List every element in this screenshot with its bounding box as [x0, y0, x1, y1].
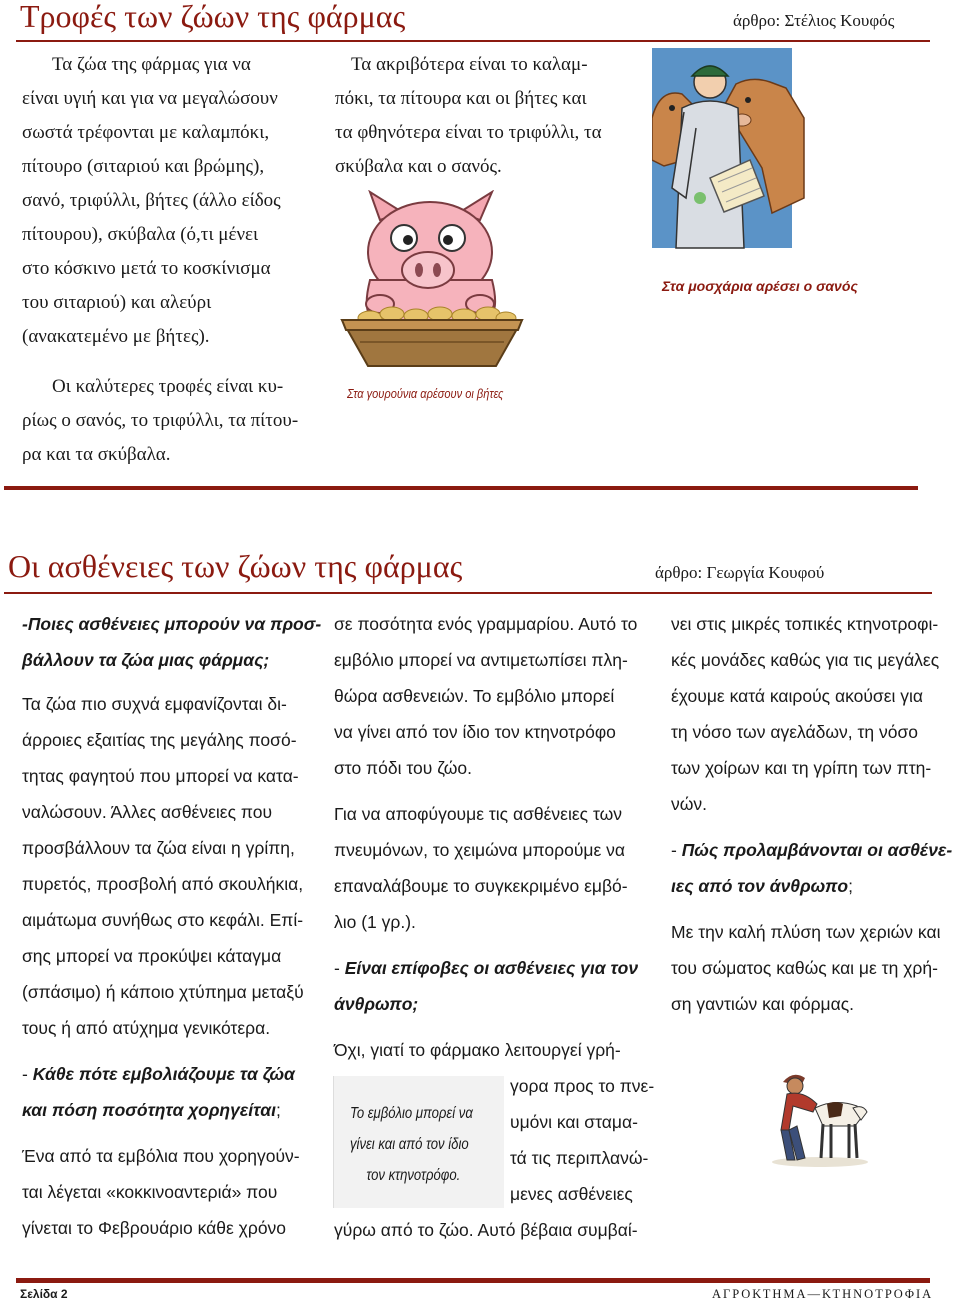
question-heading: - Πώς προλαμβάνονται οι ασθένε- ιες από τον άνθρωπο; [671, 840, 953, 896]
calf-caption: Στα μοσχάρια αρέσει ο σανός [662, 278, 858, 294]
article2-top-rule [4, 592, 932, 594]
article2-title: Οι ασθένειες των ζώων της φάρμας [8, 548, 463, 584]
footer-rule [16, 1278, 930, 1283]
paragraph: Όχι, γιατί το φάρμακο λειτουργεί γρή- γορα προς το πνε- υμόνι και σταμα- τά τις περιπλανώ- μενες ασθένειες γύρω από το ζώο. Αυτό βέβαια συμβαί- [334, 1040, 655, 1240]
farmer-with-calves-icon [652, 48, 807, 263]
article1-col1 [22, 48, 322, 472]
pig-caption: Στα γουρούνια αρέσουν οι βήτες [347, 386, 504, 401]
article1-col2: Τα ακριβότερα είναι το καλαμ- πόκι, τα πίτουρα και οι βήτες και τα φθηνότερα είναι το τριφύλλι, τα σκύβαλα και ο σανός. [335, 54, 602, 177]
paragraph: Τα ζώα πιο συχνά εμφανίζονται δι- άρροιες εξαιτίας της μεγάλης ποσό- τητας φαγητού που μπορεί να κατα- ναλώσουν. Άλλες ασθένειες που προσβάλλουν τα ζώα είναι η γρίπη, πυρετός, προσβολή από σκουλήκια, αιμάτωμα συνήθως στο κεφάλι. Επί- σης μπορεί να προκύψει κάταγμα (σπάσιμο) ή κάποιο χτύπημα μεταξύ τους ή από ατύχημα γενικότερα. [22, 694, 304, 1038]
article-divider [4, 486, 918, 490]
article1-title: Τροφές των ζώων της φάρμας [20, 0, 406, 34]
paragraph: Με την καλή πλύση των χεριών και του σώματος καθώς και με τη χρή- ση γαντιών και φόρμας. [671, 922, 941, 1014]
article2-col1: -Ποιες ασθένειες μπορούν να προσ- βάλλουν τα ζώα μιας φάρμας; Τα ζώα πιο συχνά εμφανίζονται δι- άρροιες εξαιτίας της μεγάλης ποσό- τητας φαγητού που μπορεί να κατα- ναλώσουν. Άλλες ασθένειες που προσβάλλουν τα ζώα είναι η γρίπη, πυρετός, προσβολή από σκουλήκια, αιμάτωμα συνήθως στο κεφάλι. Επί- σης μπορεί να προκύψει κάταγμα (σπάσιμο) ή κάποιο χτύπημα μεταξύ τους ή από ατύχημα γενικότερα. - Κάθε πότε εμβολιάζουμε τα ζώα και πόση ποσότητα χορηγείται; Ένα από τα εμβόλια που χορηγούν- ται λέγεται «κοκκινοαντεριά» που γίνεται το Φεβρουάριο κάθε χρόνο [22, 606, 327, 1246]
section-name: ΑΓΡΟΚΤΗΜΑ—ΚΤΗΝΟΤΡΟΦΙΑ [712, 1287, 934, 1301]
page-number: Σελίδα 2 [20, 1287, 68, 1301]
question-heading: - Είναι επίφοβες οι ασθένειες για τον άνθρωπο; [334, 958, 639, 1014]
pull-quote: Το εμβόλιο μπορεί να γίνει και από τον ίδιο τον κτηνοτρόφο. [333, 1076, 504, 1208]
paragraph: νει στις μικρές τοπικές κτηνοτροφι- κές μονάδες καθώς για τις μεγάλες έχουμε κατά καιρούς ακούσει για τη νόσο των αγελάδων, τη νόσο των χοίρων και τη γρίπη των πτη- νών. [671, 614, 940, 814]
article1-top-rule [16, 40, 930, 42]
paragraph: Οι καλύτερες τροφές είναι κυ- ρίως ο σανός, το τριφύλλι, τα πίτου- ρα και τα σκύβαλα. [22, 376, 299, 465]
paragraph: Για να αποφύγουμε τις ασθένειες των πνευμόνων, το χειμώνα μπορούμε να επαναλάβουμε το συγκεκριμένο εμβό- λιο (1 γρ.). [334, 804, 628, 932]
paragraph: Ένα από τα εμβόλια που χορηγούν- ται λέγεται «κοκκινοαντεριά» που γίνεται το Φεβρουάριο κάθε χρόνο [22, 1146, 300, 1238]
paragraph: σε ποσότητα ενός γραμμαρίου. Αυτό το εμβόλιο μπορεί να αντιμετωπίσει πλη- θώρα ασθενειών. Το εμβόλιο μπορεί να γίνει από τον ίδιο τον κτηνοτρόφο στο πόδι του ζώο. [334, 614, 638, 778]
paragraph: Τα ζώα της φάρμας για να είναι υγιή και για να μεγαλώσουν σωστά τρέφονται με καλαμπόκι, πίτουρο (σιταριού και βρώμης), σανό, τριφύλλι, βήτες (άλλο είδος πίτουρου), σκύβαλα (ό,τι μένει στο κόσκινο μετά το κοσκίνισμα του σιταριού) και αλεύρι (ανακατεμένο με βήτες). [22, 54, 281, 347]
pig-at-trough-icon [340, 190, 524, 370]
article2-col3 [671, 606, 960, 1022]
article2-byline: άρθρο: Γεωργία Κουφού [655, 563, 825, 582]
article1-byline: άρθρο: Στέλιος Κουφός [733, 11, 895, 30]
farmer-with-calf-icon [765, 1060, 875, 1170]
question-heading: - Κάθε πότε εμβολιάζουμε τα ζώα και πόση ποσότητα χορηγείται; [22, 1064, 295, 1120]
question-heading: -Ποιες ασθένειες μπορούν να προσ- [22, 614, 322, 634]
